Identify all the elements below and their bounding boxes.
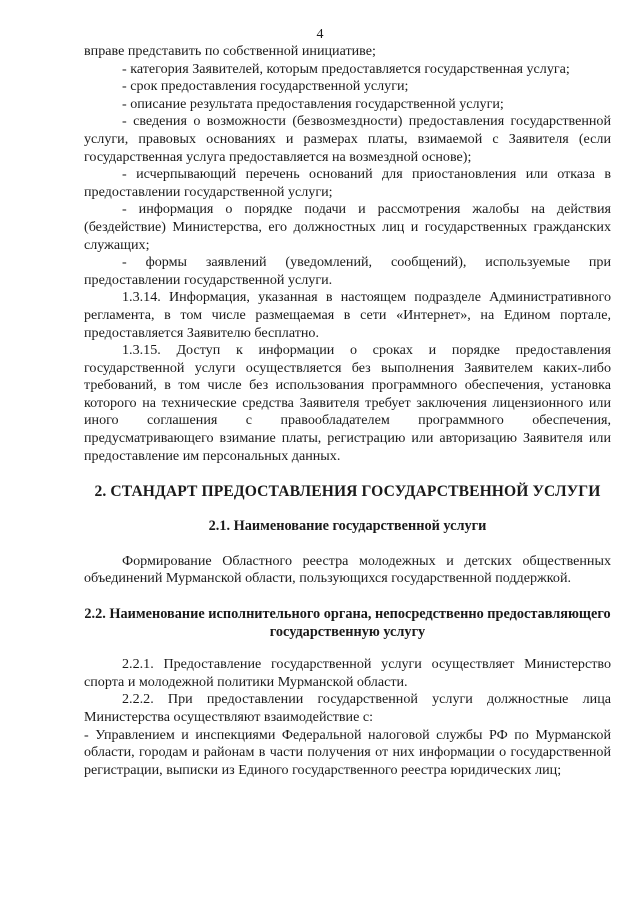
section-heading: 2. СТАНДАРТ ПРЕДОСТАВЛЕНИЯ ГОСУДАРСТВЕННОЙ УСЛУГИ	[94, 483, 601, 501]
subsection-heading-2-2: 2.2. Наименование исполнительного органа, непосредственно предоставляющего государственную услугу	[84, 606, 611, 640]
document-body	[84, 43, 611, 779]
clause-1-3-14: 1.3.14. Информация, указанная в настоящем подразделе Административного регламента, в том числе размещаемая в сети «Интернет», на Едином портале, предоставляется Заявителю бесплатно.	[84, 289, 611, 341]
list-item: - информация о порядке подачи и рассмотрения жалобы на действия (бездействие) Министерства, его должностных лиц и государственных гражданских служащих;	[84, 201, 611, 253]
list-item: - формы заявлений (уведомлений, сообщений), используемые при предоставлении государственной услуги.	[84, 254, 611, 288]
page-number: 4	[316, 27, 324, 42]
list-item: - срок предоставления государственной услуги;	[122, 78, 409, 95]
list-item: - описание результата предоставления государственной услуги;	[122, 95, 504, 112]
clause-1-3-15: 1.3.15. Доступ к информации о сроках и порядке предоставления государственной услуги осуществляется без выполнения Заявителем каких-либо требований, в том числе без использования программного обеспечения, установка которого на технические средства Заявителя требует заключения лицензионного или иного соглашения с правообладателем программного обеспечения, предусматривающего взимание платы, регистрацию или авторизацию Заявителя или предоставление им персональных данных.	[84, 342, 611, 464]
list-item: - исчерпывающий перечень оснований для приостановления или отказа в предоставлении государственной услуги;	[84, 166, 611, 200]
clause-2-2-2: 2.2.2. При предоставлении государственной услуги должностные лица Министерства осуществляют взаимодействие с:	[84, 691, 611, 725]
list-item: - сведения о возможности (безвозмездности) предоставления государственной услуги, правовых основаниях и размерах платы, взимаемой с Заявителя (если государственная услуга предоставляется на возмездной основе);	[84, 113, 611, 165]
paragraph: вправе представить по собственной инициативе;	[84, 43, 376, 59]
list-item: - категория Заявителей, которым предоставляется государственная услуга;	[122, 60, 570, 77]
list-item: - Управлением и инспекциями Федеральной налоговой службы РФ по Мурманской области, городам и районам в части получения от них информации о государственной регистрации, выписки из Единого государственного реестра юридических лиц;	[84, 726, 611, 778]
paragraph: Формирование Областного реестра молодежных и детских общественных объединений Мурманской области, пользующихся государственной поддержкой.	[84, 552, 611, 587]
subsection-heading-2-1: 2.1. Наименование государственной услуги	[208, 518, 487, 535]
clause-2-2-1: 2.2.1. Предоставление государственной услуги осуществляет Министерство спорта и молодежной политики Мурманской области.	[84, 656, 611, 690]
